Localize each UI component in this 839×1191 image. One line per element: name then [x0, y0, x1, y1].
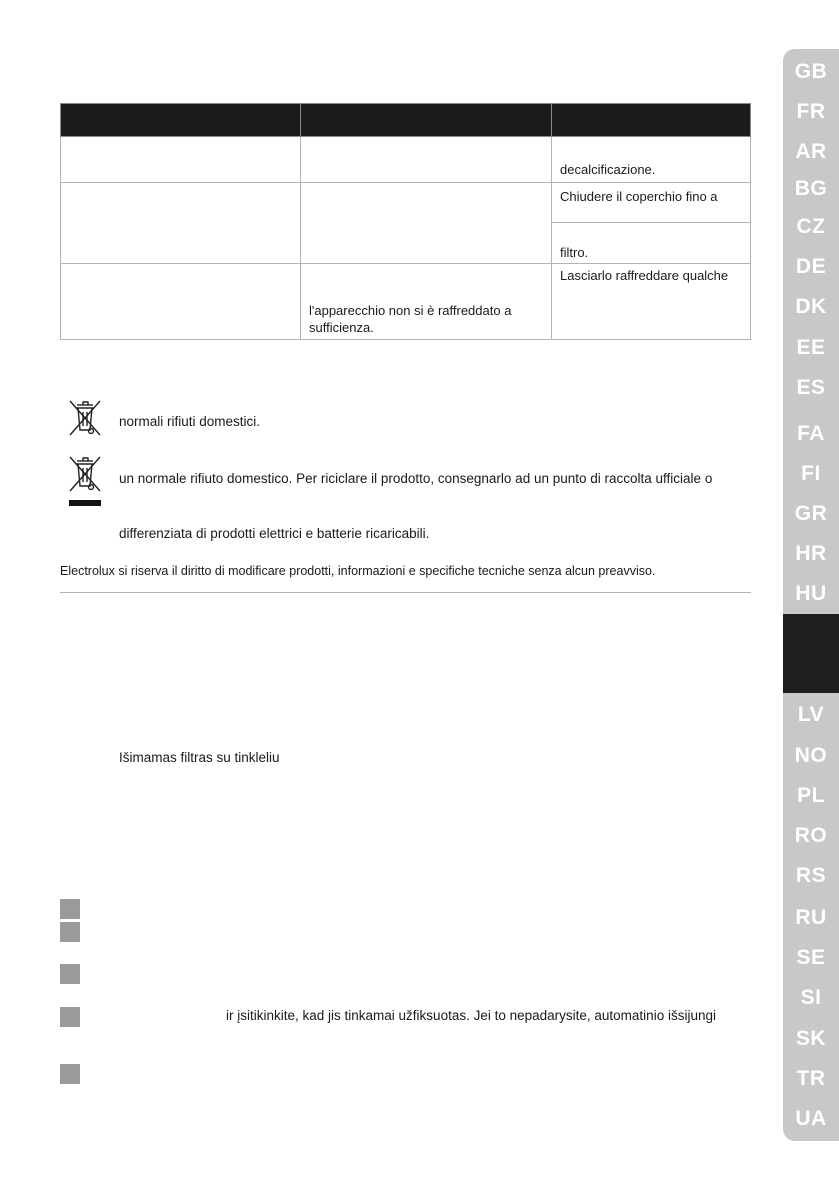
table-row — [61, 183, 751, 223]
cell-text: Lasciarlo raffreddare qualche — [560, 268, 729, 283]
language-tab-no[interactable]: NO — [794, 744, 828, 767]
language-tab-hr[interactable]: HR — [795, 542, 827, 565]
language-tab-cz[interactable]: CZ — [796, 215, 826, 238]
step-marker-5 — [60, 1064, 80, 1084]
language-tab-sk[interactable]: SK — [795, 1027, 827, 1050]
language-tab-gr[interactable]: GR — [794, 502, 828, 525]
table-cell — [61, 137, 301, 183]
language-tab-bg[interactable]: BG — [794, 177, 828, 200]
crossed-bin-icon — [66, 397, 104, 439]
language-tab-ee[interactable]: EE — [796, 336, 826, 359]
language-tab-ar[interactable]: AR — [795, 140, 827, 163]
table-cell — [552, 137, 751, 183]
table-cell — [552, 223, 751, 264]
language-tab-ro[interactable]: RO — [794, 824, 828, 847]
language-tab-rs[interactable]: RS — [795, 864, 827, 887]
step-marker-2 — [60, 922, 80, 942]
language-tab-gb[interactable]: GB — [794, 60, 828, 83]
language-tab-ua[interactable]: UA — [795, 1107, 827, 1130]
cell-text: Chiudere il coperchio fino a — [560, 189, 718, 204]
header-cell-solution — [552, 104, 751, 137]
table-row — [61, 137, 751, 183]
header-cell-cause — [301, 104, 552, 137]
table-cell — [552, 264, 751, 340]
language-tab-fi[interactable]: FI — [801, 462, 821, 485]
header-cell-problem — [61, 104, 301, 137]
filter-label: Išimamas filtras su tinkleliu — [119, 750, 280, 765]
footer-note: Electrolux si riserva il diritto di modificare prodotti, informazioni e specifiche tecniche senza alcun preavviso. — [60, 564, 656, 578]
cell-text: decalcificazione. — [560, 162, 656, 177]
cell-text: l'apparecchio non si è raffreddato a — [309, 303, 512, 318]
step-marker-3 — [60, 964, 80, 984]
language-tab-fr[interactable]: FR — [796, 100, 826, 123]
table-cell — [301, 264, 552, 340]
cell-text: filtro. — [560, 245, 589, 260]
step-4-text: ir įsitikinkite, kad jis tinkamai užfiksuotas. Jei to nepadarysite, automatinio išsijungi — [226, 1008, 716, 1023]
table-cell — [301, 137, 552, 183]
language-tab-de[interactable]: DE — [795, 255, 827, 278]
step-marker-4 — [60, 1007, 80, 1027]
language-tab-lt[interactable]: LT — [798, 641, 824, 664]
table-row — [61, 264, 751, 340]
cell-text: sufficienza. — [309, 320, 374, 335]
crossed-bin-battery-icon — [66, 453, 104, 507]
table-cell — [61, 264, 301, 340]
language-tab-pl[interactable]: PL — [797, 784, 825, 807]
language-tab-si[interactable]: SI — [800, 986, 822, 1009]
troubleshooting-table — [60, 103, 751, 340]
table-header-row — [61, 104, 751, 137]
step-marker-1 — [60, 899, 80, 919]
language-tab-ru[interactable]: RU — [795, 906, 827, 929]
section-divider — [60, 592, 751, 593]
language-tab-dk[interactable]: DK — [795, 295, 827, 318]
table-cell — [301, 183, 552, 264]
disposal-line-2: un normale rifiuto domestico. Per riciclare il prodotto, consegnarlo ad un punto di raccolta ufficiale o — [119, 471, 713, 486]
table-cell — [61, 183, 301, 264]
disposal-line-1: normali rifiuti domestici. — [119, 414, 261, 429]
language-tab-lv[interactable]: LV — [797, 703, 825, 726]
language-tab-tr[interactable]: TR — [796, 1067, 826, 1090]
disposal-line-3: differenziata di prodotti elettrici e batterie ricaricabili. — [119, 526, 430, 541]
language-tab-hu[interactable]: HU — [795, 582, 827, 605]
language-tab-se[interactable]: SE — [796, 946, 826, 969]
language-tab-es[interactable]: ES — [796, 376, 826, 399]
language-tab-fa[interactable]: FA — [797, 422, 825, 445]
table-cell — [552, 183, 751, 223]
